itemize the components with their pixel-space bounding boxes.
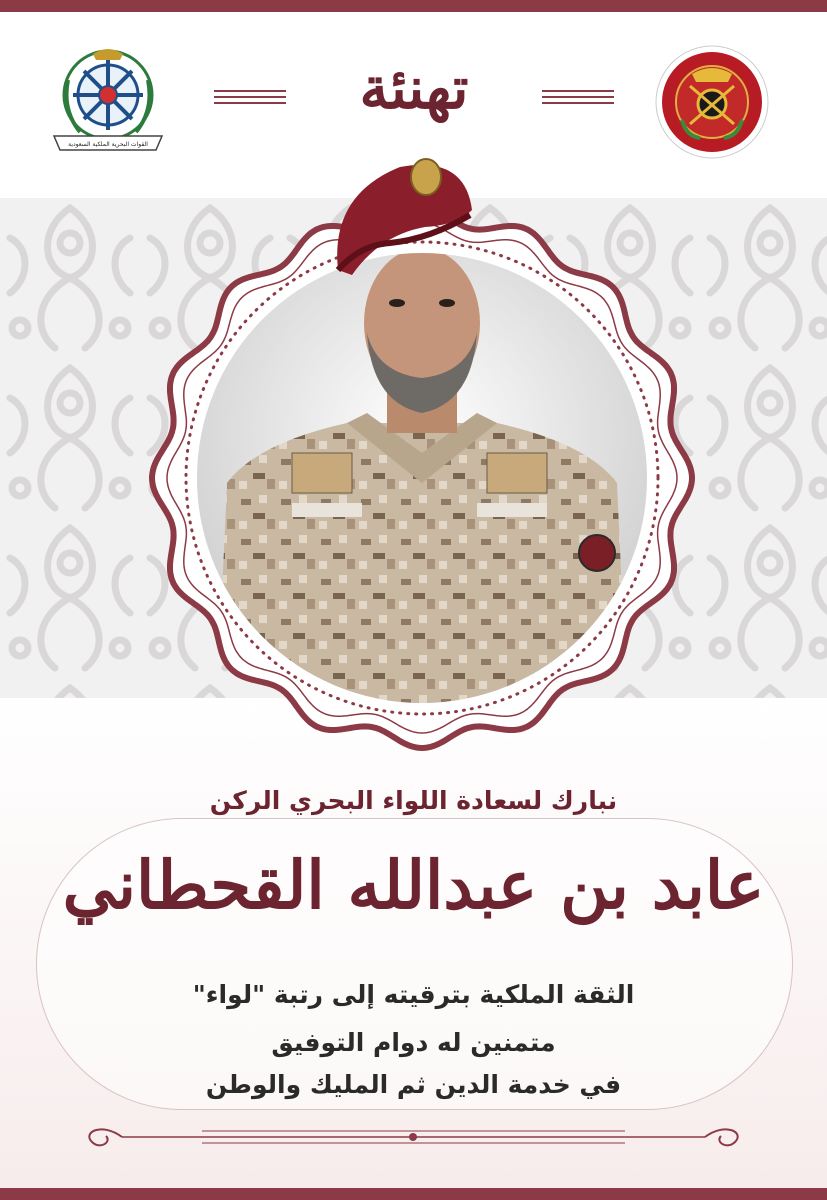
title-group — [214, 40, 614, 150]
bottom-border-bar — [0, 1188, 827, 1200]
message-line-1: الثقة الملكية بترقيته إلى رتبة "لواء" — [192, 980, 635, 1009]
page-title: تهنئة — [359, 54, 469, 122]
message-line-2: متمنين له دوام التوفيق — [271, 1028, 556, 1057]
footer-ornament — [82, 1122, 745, 1152]
honoree-name: عابد بن عبدالله القحطاني — [62, 846, 765, 924]
navy-emblem-caption: القوات البحرية الملكية السعودية — [68, 141, 148, 148]
top-border-bar — [0, 0, 827, 12]
unit-emblem-icon — [652, 42, 772, 162]
intro-text: نبارك لسعادة اللواء البحري الركن — [209, 786, 618, 815]
beret — [330, 155, 480, 285]
officer-portrait — [197, 253, 647, 703]
title-deco-right — [542, 90, 614, 106]
message-line-3: في خدمة الدين ثم المليك والوطن — [205, 1070, 622, 1099]
